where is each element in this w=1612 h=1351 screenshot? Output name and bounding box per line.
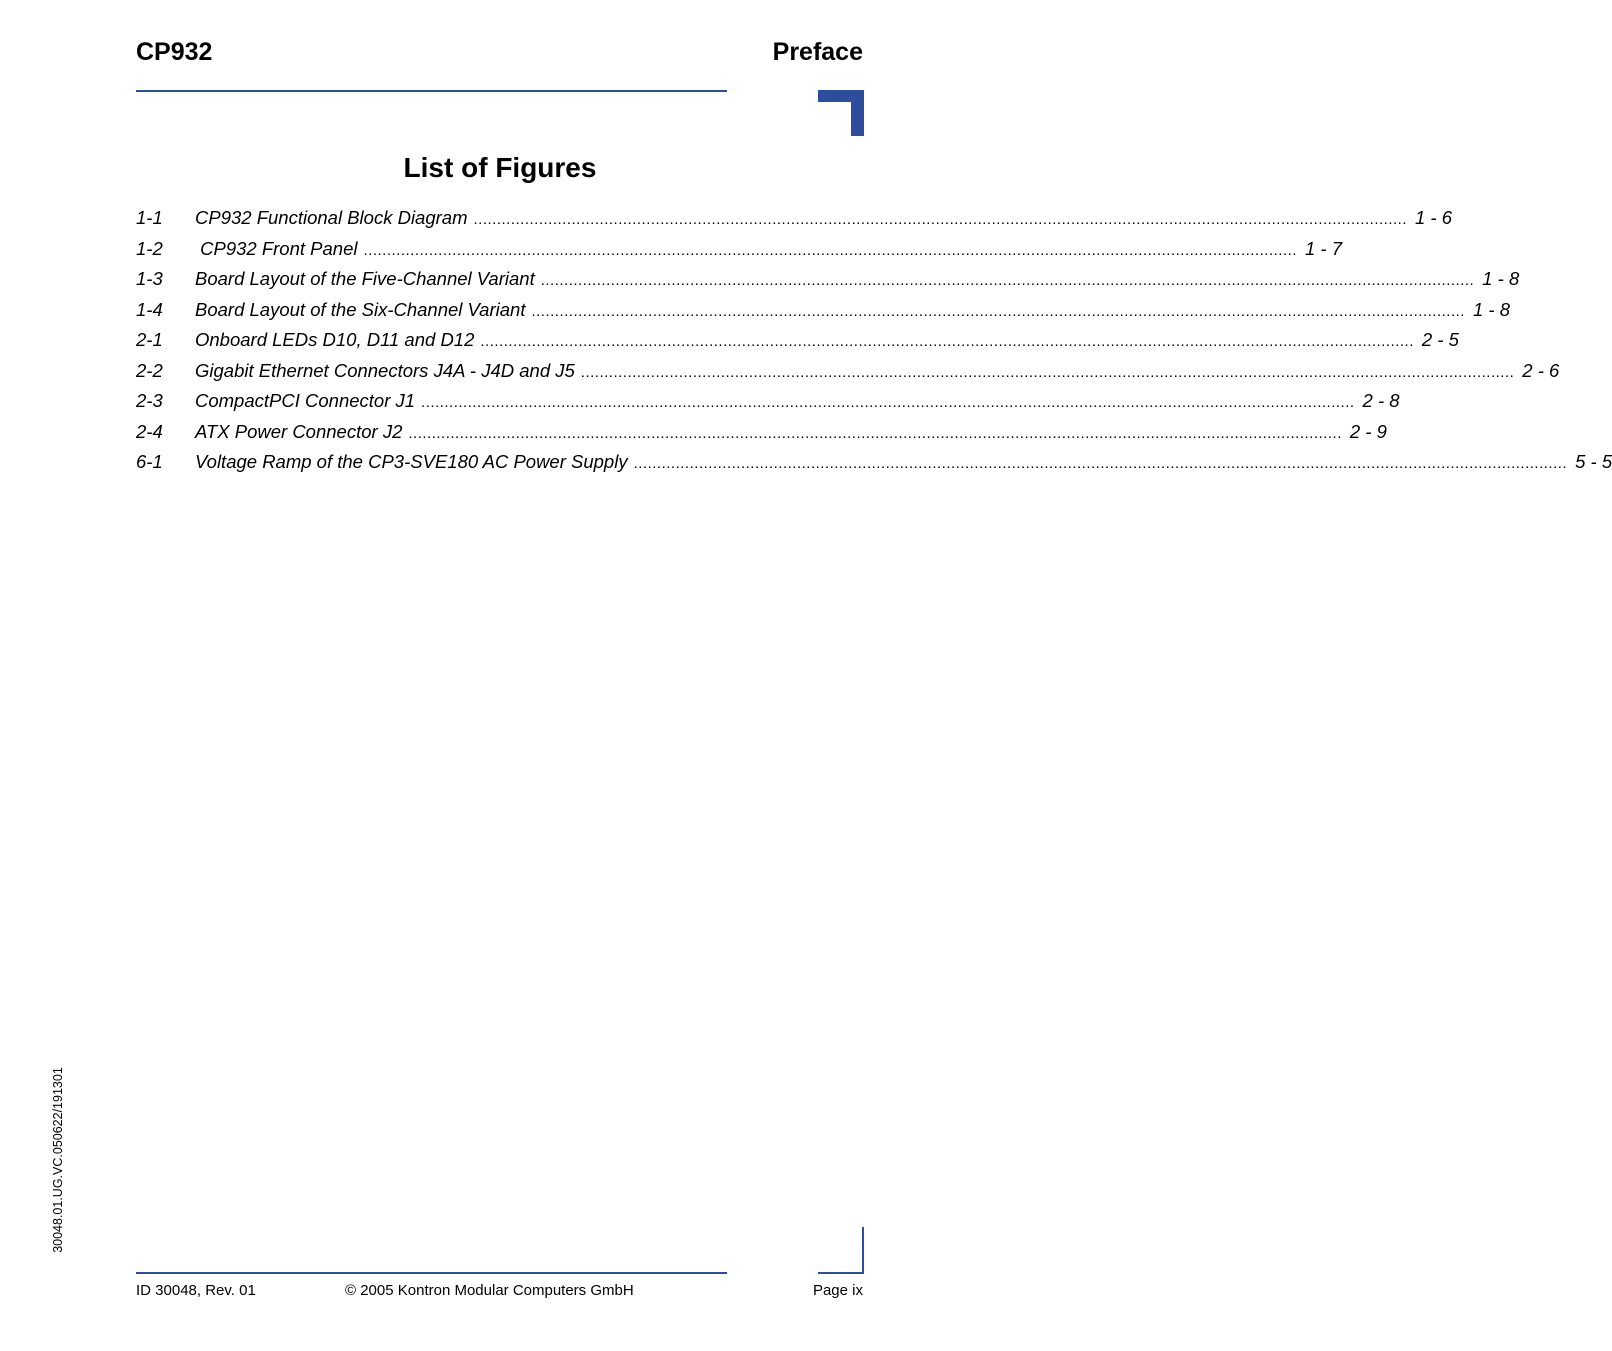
- header-title-right: Preface: [772, 38, 863, 66]
- footer-rule: [136, 1272, 727, 1274]
- figure-title: CompactPCI Connector J1: [195, 390, 416, 411]
- figure-number: 6-1: [136, 451, 163, 472]
- figure-title: Board Layout of the Six-Channel Variant: [195, 298, 526, 320]
- figure-number: 1-4: [136, 298, 163, 320]
- figure-number: 1-1: [136, 207, 163, 228]
- document-id-text: 30048.01.UG.VC.050622/191301: [51, 1067, 65, 1253]
- header-rule: [136, 90, 727, 92]
- figure-page: 1 - 7: [1304, 237, 1343, 259]
- figure-title: Board Layout of the Five-Channel Variant: [195, 268, 535, 289]
- dot-leader: ........................................................................................................................................................................................................: [531, 302, 1465, 320]
- figure-title: Onboard LEDs D10, D11 and D12: [195, 329, 475, 350]
- figure-entry[interactable]: [136, 447, 1612, 478]
- corner-mark-bottom-horizontal: [818, 1272, 864, 1274]
- figure-title: Voltage Ramp of the CP3-SVE180 AC Power Supply: [195, 451, 628, 472]
- figure-title: CP932 Functional Block Diagram: [195, 207, 468, 228]
- dot-leader: ........................................................................................................................................................................................................: [633, 455, 1568, 472]
- figure-number: 2-3: [136, 390, 163, 411]
- figure-entry[interactable]: [136, 386, 1400, 417]
- figure-number: 2-2: [136, 359, 163, 381]
- figure-page: 1 - 8: [1482, 268, 1520, 289]
- dot-leader: ........................................................................................................................................................................................................: [480, 333, 1414, 350]
- figure-page: 2 - 6: [1522, 359, 1560, 381]
- figure-number: 1-3: [136, 268, 163, 289]
- dot-leader: ........................................................................................................................................................................................................: [473, 211, 1407, 228]
- figure-number: 1-2: [136, 237, 163, 259]
- page-title: [0, 150, 1000, 186]
- footer-document-id: ID 30048, Rev. 01: [136, 1282, 256, 1299]
- figure-title: Gigabit Ethernet Connectors J4A - J4D and J5: [195, 359, 575, 381]
- header-title-left: CP932: [136, 38, 213, 66]
- dot-leader: ........................................................................................................................................................................................................: [580, 363, 1515, 381]
- dot-leader: ........................................................................................................................................................................................................: [540, 272, 1475, 289]
- footer-page-number: Page ix: [812, 1282, 863, 1299]
- figure-page: 2 - 9: [1349, 420, 1387, 442]
- figure-page: 1 - 8: [1472, 298, 1510, 320]
- figure-entry[interactable]: [136, 295, 1510, 326]
- figure-title: ATX Power Connector J2: [195, 420, 403, 442]
- figure-list: [136, 203, 1612, 478]
- figure-entry[interactable]: [136, 417, 1387, 448]
- dot-leader: ........................................................................................................................................................................................................: [363, 241, 1297, 259]
- figure-page: 1 - 6: [1415, 207, 1453, 228]
- corner-mark-bottom-vertical: [862, 1227, 864, 1274]
- figure-title: CP932 Front Panel: [195, 237, 358, 259]
- corner-mark-top-vertical: [851, 90, 864, 136]
- figure-page: 2 - 5: [1421, 329, 1459, 350]
- figure-entry[interactable]: [136, 234, 1343, 265]
- dot-leader: ........................................................................................................................................................................................................: [408, 424, 1342, 442]
- figure-entry[interactable]: [136, 203, 1453, 234]
- figure-number: 2-4: [136, 420, 163, 442]
- figure-entry[interactable]: [136, 325, 1459, 356]
- figure-page: 2 - 8: [1362, 390, 1400, 411]
- figure-number: 2-1: [136, 329, 163, 350]
- footer-copyright: © 2005 Kontron Modular Computers GmbH: [345, 1282, 634, 1299]
- dot-leader: ........................................................................................................................................................................................................: [421, 394, 1355, 411]
- figure-entry[interactable]: [136, 264, 1520, 295]
- page-title-text: List of Figures: [403, 152, 597, 183]
- figure-entry[interactable]: [136, 356, 1560, 387]
- figure-page: 5 - 5: [1575, 451, 1612, 472]
